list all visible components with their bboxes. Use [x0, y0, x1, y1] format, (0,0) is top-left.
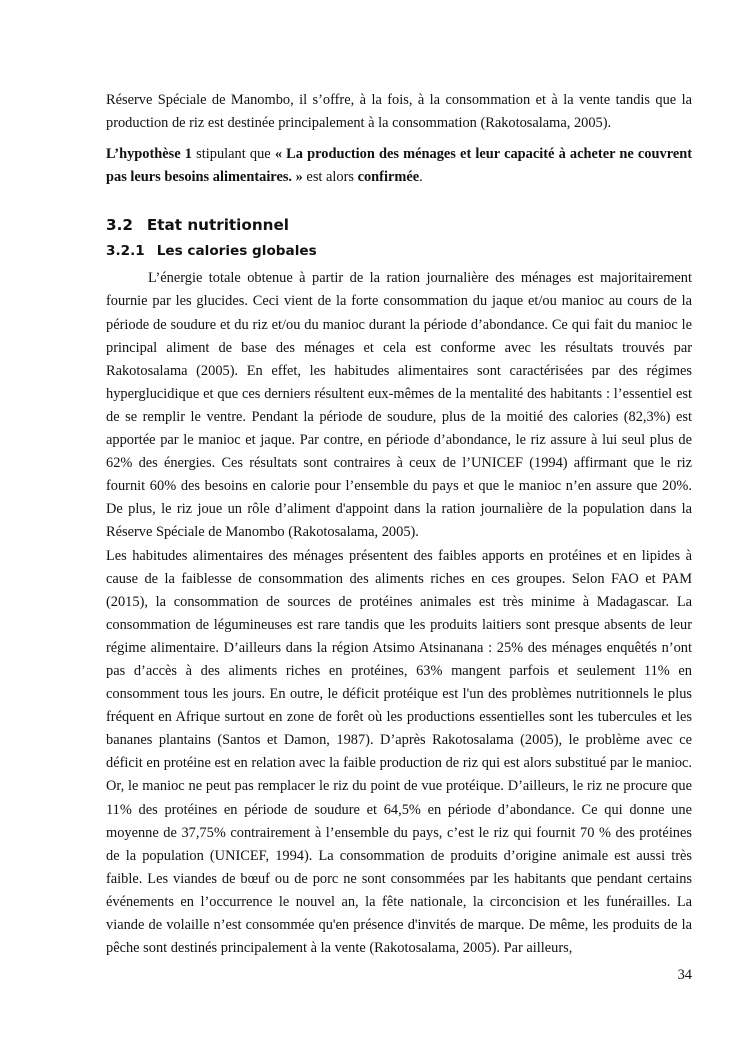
- page-number: 34: [677, 967, 692, 983]
- intro-paragraph: Réserve Spéciale de Manombo, il s’offre, à la fois, à la consommation et à la vente tandis que la production de riz est destinée principalement à la consommation (Rakotosalama, 2005).: [106, 92, 692, 132]
- hypothesis-end: .: [419, 169, 423, 186]
- section-heading: [106, 215, 692, 235]
- subsection-heading: [106, 241, 692, 261]
- section-title: Etat nutritionnel: [146, 216, 289, 235]
- hypothesis-text-before: stipulant que: [192, 146, 275, 163]
- section-number: 3.2: [106, 216, 133, 235]
- hypothesis-quote: « La production des ménages et leur capacité à acheter ne couvrent pas leurs besoins alimentaires. »: [106, 146, 692, 186]
- proteins-paragraph: Les habitudes alimentaires des ménages présentent des faibles apports en protéines et en lipides à cause de la faiblesse de consommation des aliments riches en ces groupes. Selon FAO et PAM (2015), la consommation de sources de protéines animales est très minime à Madagascar. La consommation de légumineuses est rare tandis que les produits laitiers sont presque absents de leur régime alimentaire. D’ailleurs dans la région Atsimo Atsinanana : 25% des ménages enquêtés n’ont pas d’accès à des aliments riches en protéines, 63% mangent parfois et seulement 11% en consomment tous les jours. En outre, le déficit protéique est l'un des problèmes nutritionnels le plus fréquent en Afrique surtout en zone de forêt où les productions essentielles sont les tubercules et les bananes plantains (Santos et Damon, 1987). D’après Rakotosalama (2005), le problème avec ce déficit en protéine est en relation avec la faible production de riz qui est alors substitué par le manioc. Or, le manioc ne peut pas remplacer le riz du point de vue protéique. D’ailleurs, le riz ne procure que 11% des protéines en période de soudure et 64,5% en période d’abondance. Ce qui donne une moyenne de 37,75% contrairement à l’ensemble du pays, c’est le riz qui fournit 70 % des protéines de la population (UNICEF, 1994). La consommation de produits d’origine animale est aussi très faible. Les viandes de bœuf ou de porc ne sont consommées par les habitants que pendant certains événements en l’occurrence le nouvel an, la fête nationale, la circoncision et les funérailles. La viande de volaille n’est consommée qu'en présence d'invités de marque. De même, les produits de la pêche sont destinés principalement à la vente (Rakotosalama, 2005). Par ailleurs,: [106, 547, 692, 957]
- hypothesis-text-middle: est alors: [302, 169, 358, 186]
- document-page: [106, 89, 692, 960]
- hypothesis-verdict: confirmée: [357, 169, 420, 186]
- calories-paragraph: L’énergie totale obtenue à partir de la ration journalière des ménages est majoritairement fournie par les glucides. Ceci vient de la forte consommation du jaque et/ou manioc au cours de la période de soudure et du riz et/ou du manioc durant la période d’abondance. Ce qui fait du manioc le principal aliment de base des ménages et cela est conforme avec les résultats trouvés par Rakotosalama (2005). En effet, les habitudes alimentaires sont caractérisées par des régimes hyperglucidique et que ces derniers résultent eux-mêmes de la mentalité des habitants : l’essentiel est de se remplir le ventre. Pendant la période de soudure, plus de la moitié des calories (82,3%) est apportée par le manioc et jaque. Par contre, en période d’abondance, le riz assure à lui seul plus de 62% des énergies. Ces résultats sont contraires à ceux de l’UNICEF (1994) affirmant que le riz fournit 60% des besoins en calorie pour l’ensemble du pays et que le manioc n’en assure que 20%. De plus, le riz joue un rôle d’aliment d'appoint dans la ration journalière de la population dans la Réserve Spéciale de Manombo (Rakotosalama, 2005).: [106, 270, 692, 541]
- subsection-number: 3.2.1: [106, 243, 145, 260]
- subsection-title: Les calories globales: [156, 243, 317, 260]
- hypothesis-paragraph: [106, 143, 692, 189]
- hypothesis-label: L’hypothèse 1: [106, 146, 192, 163]
